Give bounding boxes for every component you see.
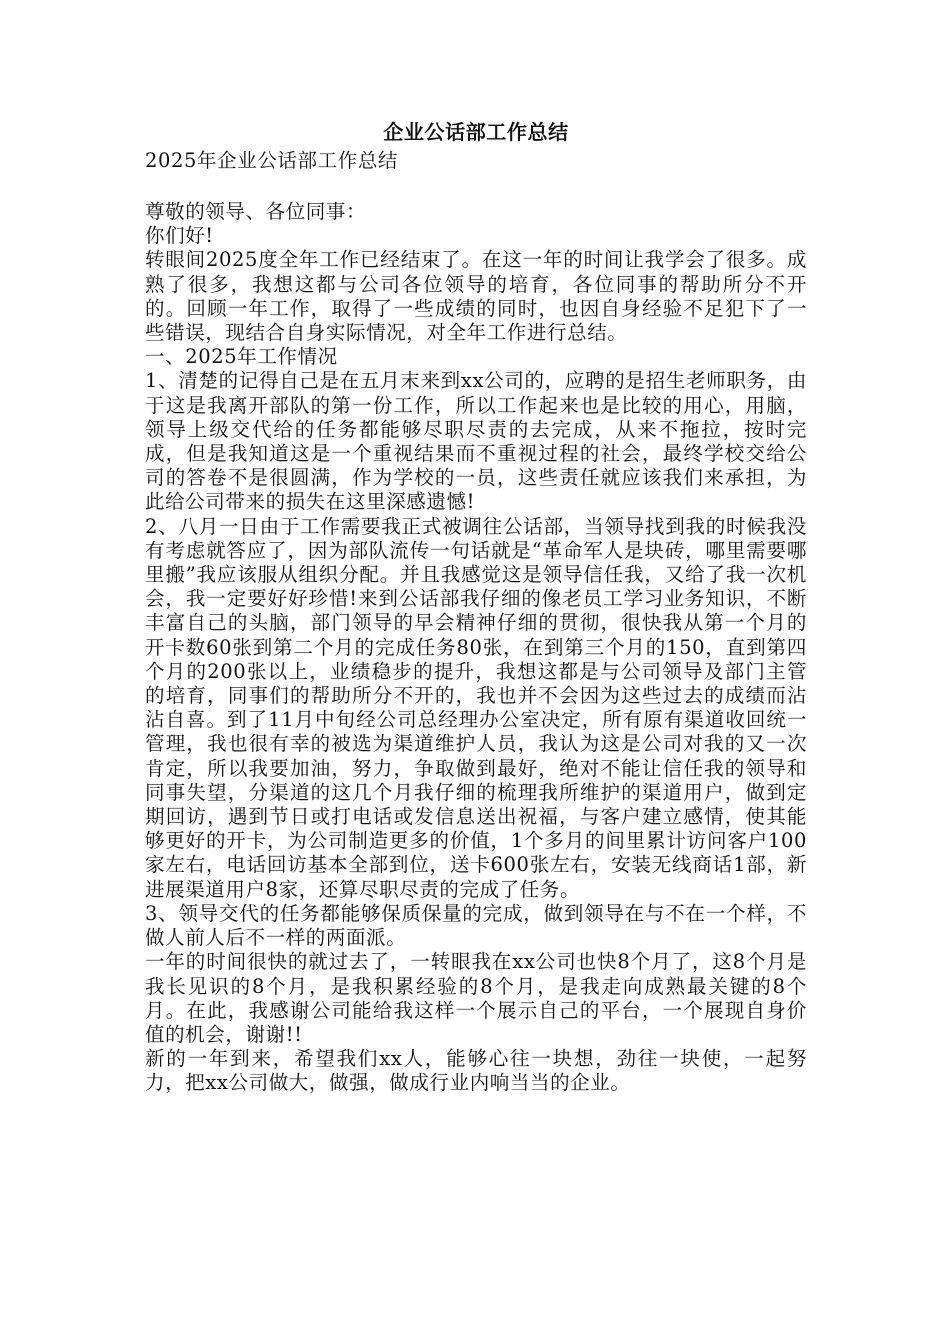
document-page <box>145 118 807 1096</box>
blank-line <box>145 176 807 200</box>
paragraph-item-2: 2、八月一日由于工作需要我正式被调往公话部，当领导找到我的时候我没有考虑就答应了，因为部队流传一句话就是“革命军人是块砖，哪里需要哪里搬”我应该服从组织分配。并且我感觉这是领导信任我，又给了我一次机会，我一定要好好珍惜!来到公话部我仔细的像老员工学习业务知识，不断丰富自己的头脑，部门领导的早会精神仔细的贯彻，很快我从第一个月的开卡数60张到第二个月的完成任务80张，在到第三个月的150，直到第四个月的200张以上，业绩稳步的提升，我想这都是与公司领导及部门主管的培育，同事们的帮助所分不开的，我也并不会因为这些过去的成绩而沾沾自喜。到了11月中旬经公司总经理办公室决定，所有原有渠道收回统一管理，我也很有幸的被选为渠道维护人员，我认为这是公司对我的又一次肯定，所以我要加油，努力，争取做到最好，绝对不能让信任我的领导和同事失望，分渠道的这几个月我仔细的梳理我所维护的渠道用户，做到定期回访，遇到节日或打电话或发信息送出祝福，与客户建立感情，使其能够更好的开卡，为公司制造更多的价值，1个多月的间里累计访问客户100家左右，电话回访基本全部到位，送卡600张左右，安装无线商话1部，新进展渠道用户8家，还算尽职尽责的完成了任务。 <box>145 514 807 901</box>
paragraph-item-3: 3、领导交代的任务都能够保质保量的完成，做到领导在与不在一个样，不做人前人后不一样的两面派。 <box>145 901 807 950</box>
document-subtitle: 2025年企业公话部工作总结 <box>145 149 399 172</box>
paragraph-intro: 转眼间2025度全年工作已经结束了。在这一年的时间让我学会了很多。成熟了很多，我想这都与公司各位领导的培育，各位同事的帮助所分不开的。回顾一年工作，取得了一些成绩的同时，也因自身经验不足犯下了一些错误，现结合自身实际情况，对全年工作进行总结。 <box>145 248 807 345</box>
paragraph-reflection: 一年的时间很快的就过去了，一转眼我在xx公司也快8个月了，这8个月是我长见识的8个月，是我积累经验的8个月，是我走向成熟最关键的8个月。在此，我感谢公司能给我这样一个展示自己的平台，一个展现自身价值的机会，谢谢!! <box>145 950 807 1046</box>
document-title: 企业公话部工作总结 <box>383 120 569 144</box>
paragraph-closing: 新的一年到来，希望我们xx人，能够心往一块想，劲往一块使，一起努力，把xx公司做大，做强，做成行业内响当当的企业。 <box>145 1047 807 1095</box>
greeting: 你们好! <box>145 224 214 248</box>
section-heading: 一、2025年工作情况 <box>145 345 338 369</box>
paragraph-item-1: 1、清楚的记得自己是在五月末来到xx公司的，应聘的是招生老师职务，由于这是我离开部队的第一份工作，所以工作起来也是比较的用心，用脑，领导上级交代给的任务都能够尽职尽责的去完成，从来不拖拉，按时完成，但是我知道这是一个重视结果而不重视过程的社会，最终学校交给公司的答卷不是很圆满，作为学校的一员，这些责任就应该我们来承担，为此给公司带来的损失在这里深感遗憾! <box>145 369 807 514</box>
salutation: 尊敬的领导、各位同事： <box>145 200 367 223</box>
